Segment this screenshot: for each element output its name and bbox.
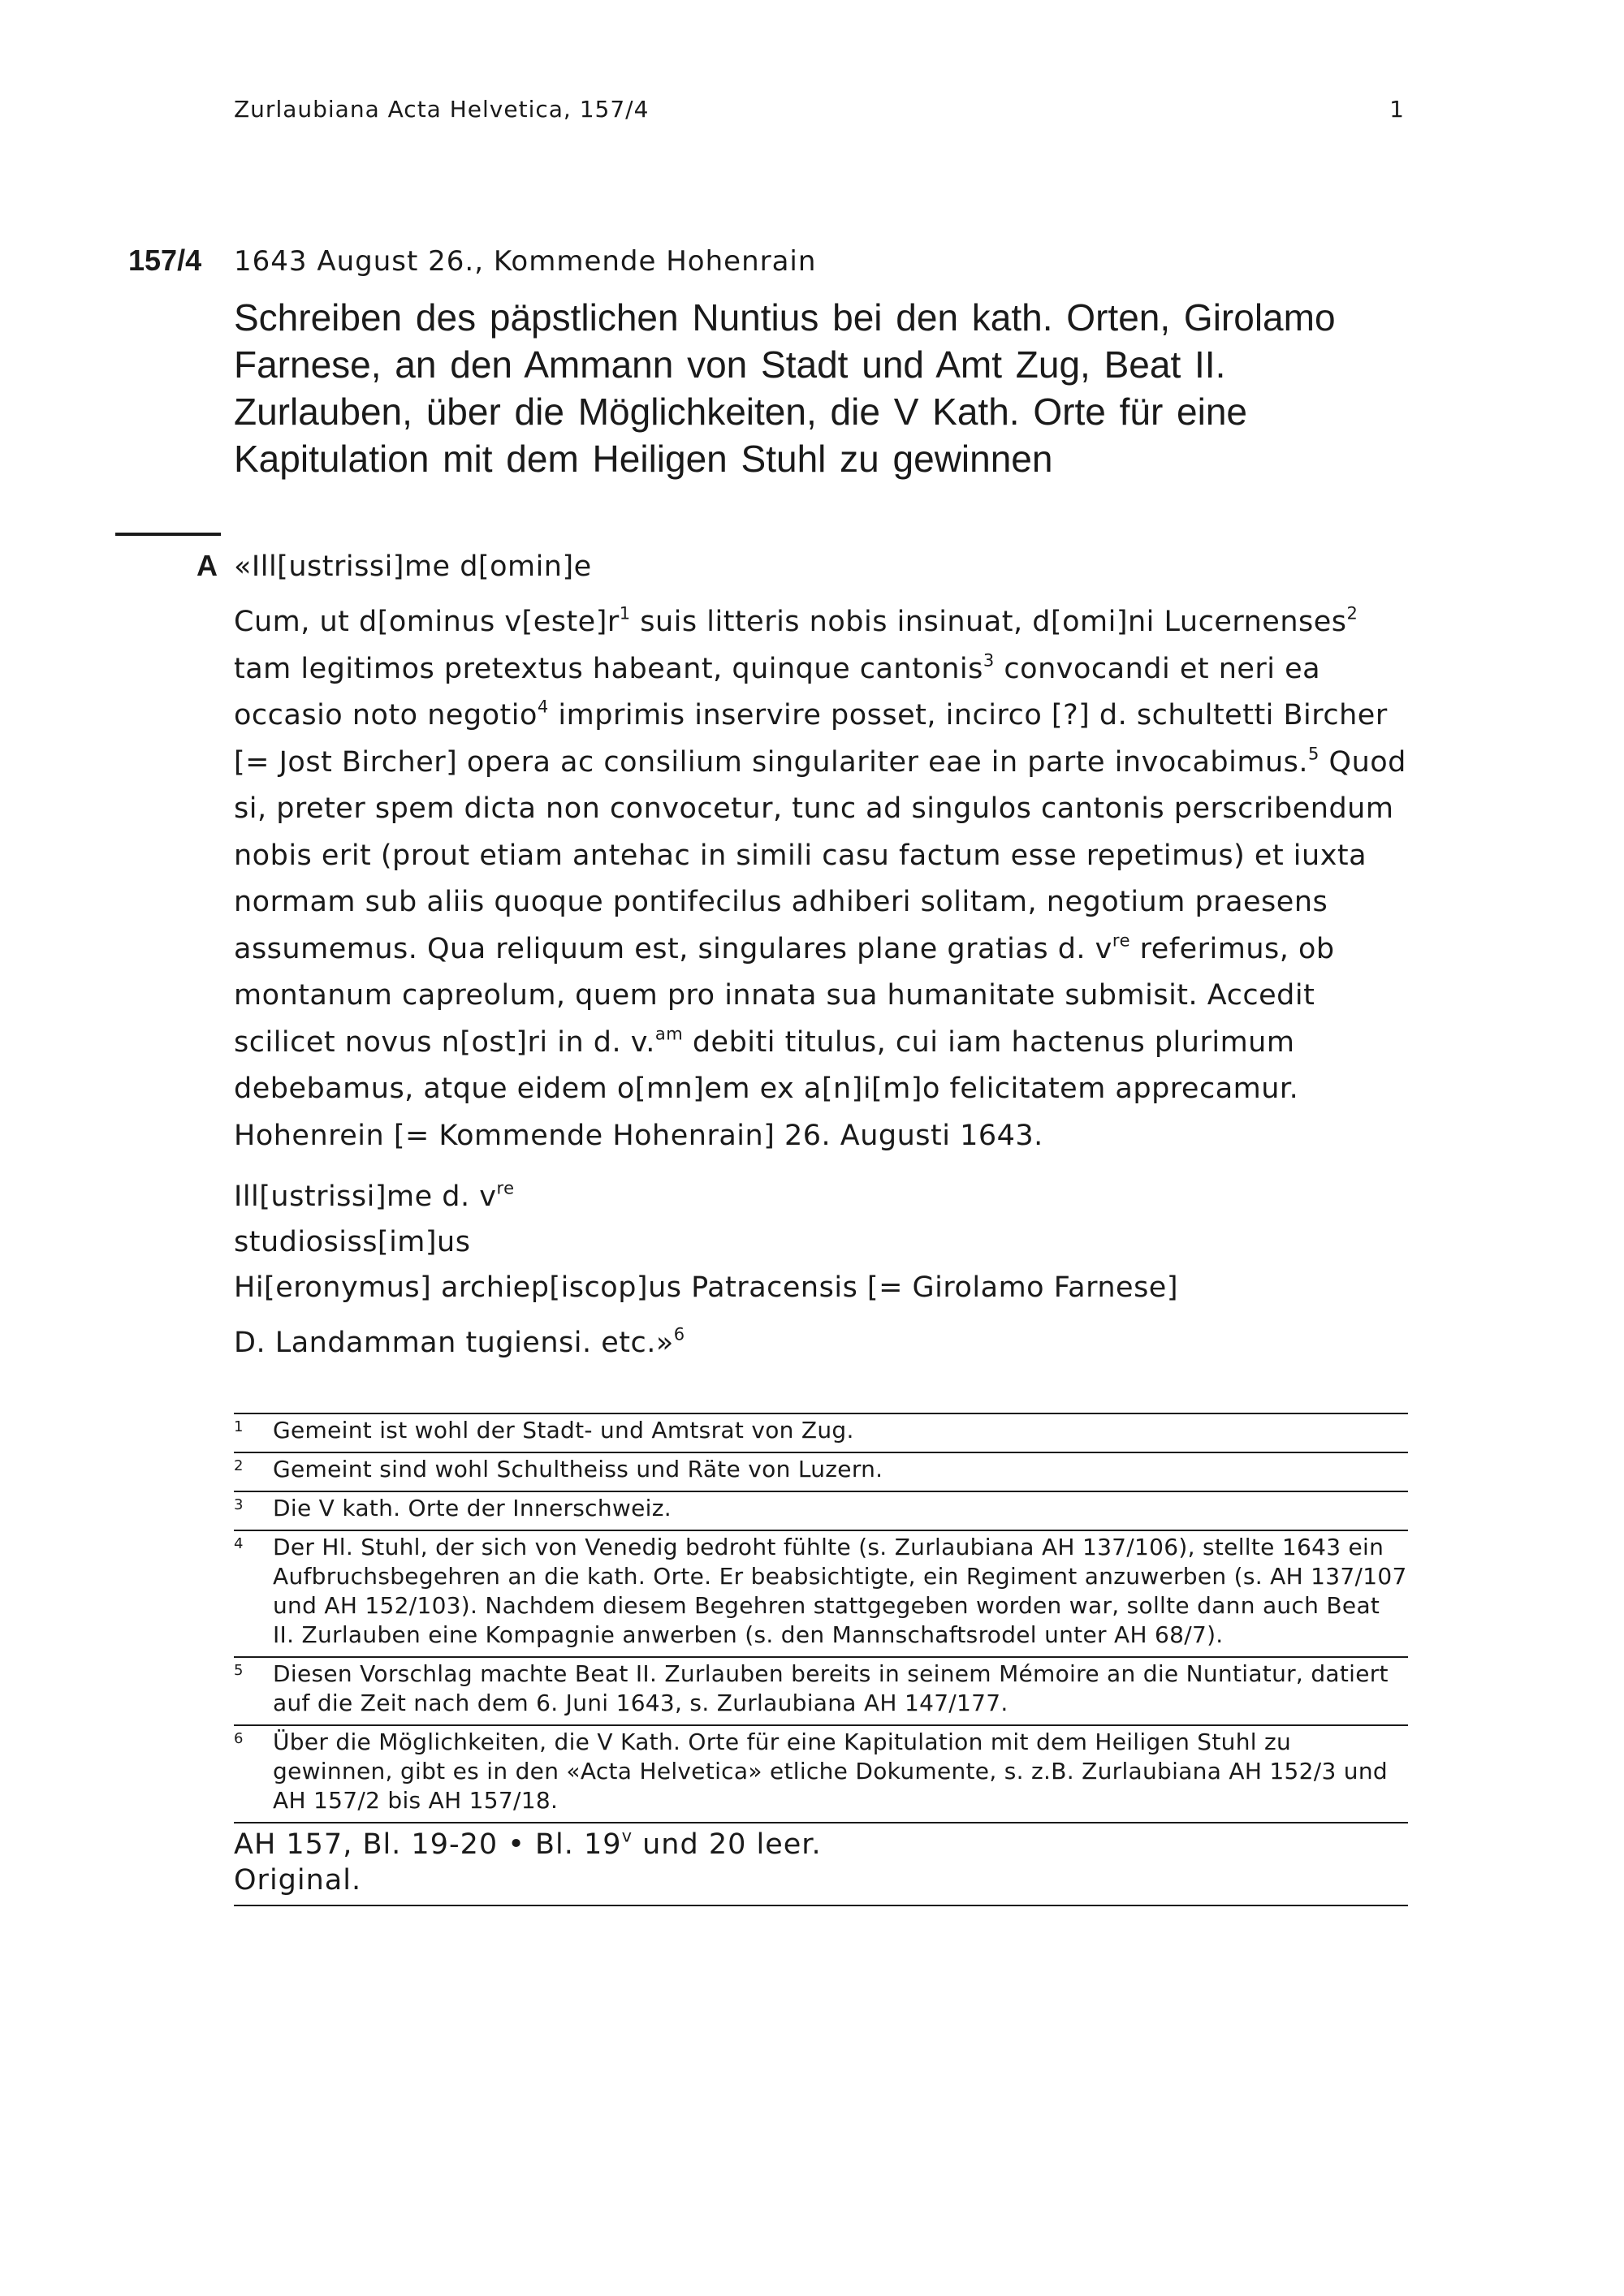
- text-run: referimus, ob montanum capreolum, quem pro innata sua humanitate submisit. Accedit scilicet novus n[ost]ri in d. v.: [234, 932, 1335, 1059]
- closing-line: Ill[ustrissi]me d. v: [234, 1180, 497, 1213]
- text-run: Cum, ut d[ominus v[este]r: [234, 606, 620, 638]
- superscript: am: [654, 1023, 684, 1043]
- superscript: v: [621, 1826, 633, 1846]
- running-header: [234, 96, 1405, 123]
- footnote-text: Gemeint sind wohl Schultheiss und Räte von Luzern.: [273, 1456, 883, 1482]
- document-date-place: 1643 August 26., Kommende Hohenrain: [234, 245, 817, 278]
- footnote: [234, 1491, 1408, 1530]
- footnote-ref: 5: [1308, 743, 1320, 763]
- letter-paragraph: [234, 599, 1411, 1159]
- footnote-ref: 3: [983, 650, 995, 670]
- page-number: 1: [1389, 96, 1405, 123]
- closing-line: studiosiss[im]us: [234, 1226, 471, 1258]
- footnote-number: 5: [234, 1662, 244, 1679]
- text-run: imprimis inservire posset, incirco [?] d. schultetti Bircher [= Jost Bircher] opera ac consilium singulariter eae in parte invocabimus.: [234, 699, 1388, 779]
- footnote: [234, 1413, 1408, 1452]
- footnote-number: 6: [234, 1730, 244, 1747]
- source-text: AH 157, Bl. 19-20 • Bl. 19: [234, 1828, 622, 1861]
- footnote-number: 2: [234, 1457, 244, 1474]
- running-title: Zurlaubiana Acta Helvetica, 157/4: [234, 96, 650, 123]
- footnote: [234, 1452, 1408, 1491]
- text-run: convocandi et neri ea occasio noto negotio: [234, 652, 1321, 732]
- footnote-number: 1: [234, 1418, 244, 1435]
- letter-body: [234, 549, 1411, 1361]
- footnotes: [234, 1413, 1408, 1906]
- footnote: [234, 1656, 1408, 1724]
- superscript: re: [1112, 930, 1130, 950]
- address-text: D. Landamman tugiensi. etc.»: [234, 1327, 674, 1359]
- footnote-ref: 2: [1346, 603, 1358, 624]
- salutation: «Ill[ustrissi]me d[omin]e: [234, 550, 592, 583]
- footnote-text: Diesen Vorschlag machte Beat II. Zurlauben bereits in seinem Mémoire an die Nuntiatur, datiert auf die Zeit nach dem 6. Juni 1643, s. Zurlaubiana AH 147/177.: [273, 1660, 1389, 1716]
- text-run: Quod si, preter spem dicta non convocetur, tunc ad singulos cantonis perscribendum nobis erit (prout etiam antehac in simili casu factum esse repetimus) et iuxta normam sub aliis quoque pontifecilus adhiberi solitam, negotium praesens assumemus. Qua reliquum est, singulares plane gratias d. v: [234, 745, 1406, 965]
- text-run: debiti titulus, cui iam hactenus plurimum debebamus, atque eidem o[mn]em ex a[n]i[m]o felicitatem apprecamur. Hohenrein [= Kommende Hohenrain] 26. Augusti 1643.: [234, 1025, 1299, 1152]
- footnote-ref: 6: [673, 1324, 685, 1344]
- superscript: re: [496, 1178, 515, 1198]
- source-text: und 20 leer.: [633, 1828, 822, 1861]
- letter-address: [234, 1325, 1411, 1361]
- text-run: tam legitimos pretextus habeant, quinque cantonis: [234, 652, 983, 685]
- source-type: Original.: [234, 1864, 362, 1897]
- letter-closing: [234, 1174, 1411, 1310]
- text-run: suis litteris nobis insinuat, d[omi]ni Lucernenses: [630, 606, 1347, 638]
- footnote-number: 4: [234, 1535, 244, 1552]
- source-note: [234, 1822, 1408, 1906]
- section-divider: [115, 533, 221, 536]
- footnote-ref: 1: [619, 603, 631, 624]
- footnote-text: Der Hl. Stuhl, der sich von Venedig bedroht fühlte (s. Zurlaubiana AH 137/106), stellte 1643 ein Aufbruchsbegehren an die kath. Orte. Er beabsichtigte, ein Regiment anzuwerben (s. AH 137/107 und AH 152/103). Nachdem diesem Begehren stattgegeben worden war, sollte dann auch Beat II. Zurlauben eine Kompagnie anwerben (s. den Mannschaftsrodel unter AH 68/7).: [273, 1534, 1407, 1648]
- document-title: Schreiben des päpstlichen Nuntius bei den kath. Orten, Girolamo Farnese, an den Ammann von Stadt und Amt Zug, Beat II. Zurlauben, über die Möglichkeiten, die V Kath. Orte für eine Kapitulation mit dem Heiligen Stuhl zu gewinnen: [234, 296, 1336, 480]
- document-number: 157/4: [128, 244, 202, 277]
- footnote: [234, 1724, 1408, 1822]
- footnote: [234, 1530, 1408, 1656]
- section-letter: A: [197, 549, 218, 582]
- footnote-number: 3: [234, 1496, 244, 1513]
- footnote-text: Gemeint ist wohl der Stadt- und Amtsrat von Zug.: [273, 1417, 854, 1444]
- footnote-text: Die V kath. Orte der Innerschweiz.: [273, 1495, 672, 1521]
- signature-line: Hi[eronymus] archiep[iscop]us Patracensis [= Girolamo Farnese]: [234, 1271, 1178, 1304]
- footnote-ref: 4: [537, 697, 549, 717]
- footnote-text: Über die Möglichkeiten, die V Kath. Orte für eine Kapitulation mit dem Heiligen Stuhl zu gewinnen, gibt es in den «Acta Helvetica» etliche Dokumente, s. z.B. Zurlaubiana AH 152/3 und AH 157/2 bis AH 157/18.: [273, 1728, 1388, 1814]
